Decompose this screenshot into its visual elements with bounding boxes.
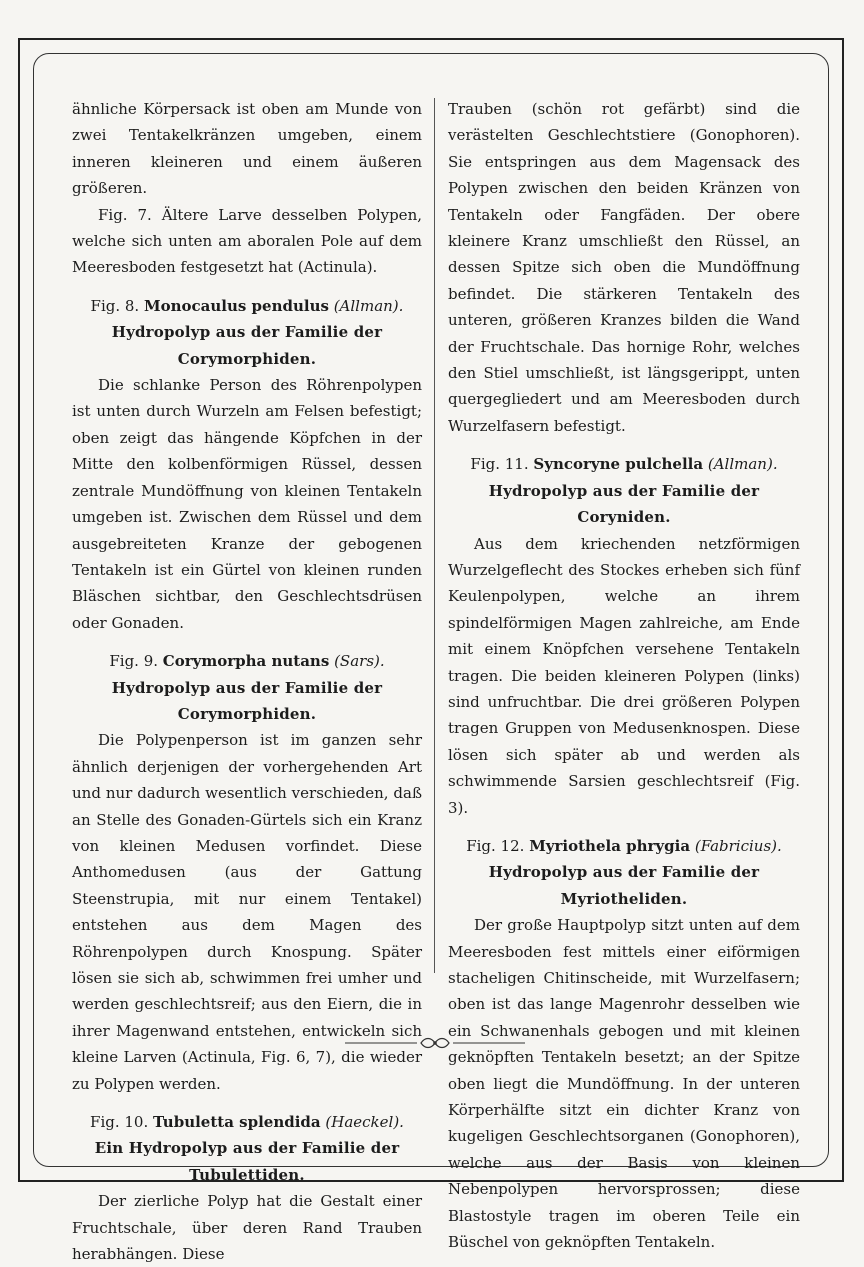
right-column	[448, 96, 800, 1255]
fig11-subtitle: Hydropolyp aus der Familie der Coryniden.	[488, 481, 760, 527]
fig9-species-name: Corymorpha nutans	[162, 652, 330, 671]
fig12-subtitle: Hydropolyp aus der Familie der Myriotheliden.	[488, 863, 760, 908]
fig9-label: Fig. 9.	[109, 652, 159, 671]
fig9-subtitle: Hydropolyp aus der Familie der Corymorphiden.	[111, 678, 383, 723]
left-column	[72, 96, 422, 1267]
fig12-author: (Fabricius).	[694, 836, 782, 855]
fig10-section	[72, 1109, 422, 1267]
fig8-label: Fig. 8.	[90, 296, 140, 315]
fig12-species-name: Myriothela phrygia	[529, 836, 691, 855]
column-divider	[434, 98, 435, 973]
fig8-title	[72, 293, 422, 319]
fig11-section	[448, 451, 800, 821]
fig10-species-name: Tubuletta splendida	[153, 1113, 321, 1132]
fig9-text: Die Polypenperson ist im ganzen sehr ähnlich derjenigen der vorhergehenden Art und nur dadurch wesentlich verschieden, daß an Stelle des Gonaden-Gürtels sich ein Kranz von kleinen Medusen vorfindet. Diese Anthomedusen (aus der Gattung Steenstrupia, mit nur einem Tentakel) entstehen aus dem Magen des Röhrenpolypen durch Knospung. Später lösen sie sich ab, schwimmen frei umher und werden geschlechtsreif; aus den Eiern, die in ihrer Magenwand entstehen, entwickeln sich kleine Larven (Actinula, Fig. 6, 7), die wieder zu Polypen werden.	[72, 731, 422, 1093]
fig8-species-name: Monocaulus pendulus	[143, 296, 329, 315]
fig10-label: Fig. 10.	[90, 1113, 149, 1132]
fig10-subtitle: Ein Hydropolyp aus der Familie der Tubulettiden.	[94, 1139, 400, 1184]
fig9-author: (Sars).	[334, 652, 385, 671]
fig12-title	[448, 833, 800, 859]
intro-paragraph: ähnliche Körpersack ist oben am Munde von zwei Tentakelkränzen umgeben, einem inneren kleineren und einem äußeren größeren.	[72, 100, 422, 198]
continued-paragraph: Trauben (schön rot gefärbt) sind die verästelten Geschlechtstiere (Gonophoren). Sie entspringen aus dem Magensack des Polypen zwischen den beiden Kränzen von Tentakeln oder Fangfäden. Der obere kleinere Kranz umschließt den Rüssel, an dessen Spitze sich oben die Mundöffnung befindet. Die stärkeren Tentakeln des unteren, größeren Kranzes bilden die Wand der Fruchtschale. Das hornige Rohr, welches den Stiel umschließt, ist längsgerippt, unten quergegliedert und am Meeresboden durch Wurzelfasern befestigt.	[448, 100, 800, 435]
fig10-title	[72, 1109, 422, 1135]
fig7-paragraph: Fig. 7. Ältere Larve desselben Polypen, welche sich unten am aboralen Pole auf dem Meeresboden festgesetzt hat (Actinula).	[72, 205, 422, 277]
fig8-subtitle: Hydropolyp aus der Familie der Corymorphiden.	[111, 323, 383, 368]
fig9-title	[72, 648, 422, 674]
fig11-author: (Allman).	[707, 455, 778, 474]
fig10-text: Der zierliche Polyp hat die Gestalt einer Fruchtschale, über deren Rand Trauben herabhängen. Diese	[72, 1192, 422, 1264]
fig12-label: Fig. 12.	[466, 836, 525, 855]
fig11-title	[448, 451, 800, 477]
end-ornament-icon	[345, 1033, 525, 1053]
fig11-text: Aus dem kriechenden netzförmigen Wurzelgeflecht des Stockes erheben sich fünf Keulenpolypen, welche an ihrem spindelförmigen Magen zahlreiche, am Ende mit einem Knöpfchen versehene Tentakeln tragen. Die beiden kleineren Polypen (links) sind unfruchtbar. Die drei größeren Polypen tragen Gruppen von Medusenknospen. Diese lösen sich später ab und werden als schwimmende Sarsien geschlechtsreif (Fig. 3).	[448, 534, 800, 817]
fig8-author: (Allman).	[333, 296, 404, 315]
fig12-text: Der große Hauptpolyp sitzt unten auf dem Meeresboden fest mittels einer eiförmigen stacheligen Chitinscheide, mit Wurzelfasern; oben ist das lange Magenrohr desselben wie ein Schwanenhals gebogen und mit kleinen geknöpften Tentakeln besetzt; an der Spitze oben liegt die Mundöffnung. In der unteren Körperhälfte sitzt ein dichter Kranz von kugeligen Geschlechtsorganen (Gonophoren), welche aus der Basis von kleinen Nebenpolypen hervorsprossen; diese Blastostyle tragen im oberen Teile ein Büschel von geknöpften Tentakeln.	[448, 916, 800, 1252]
fig11-species-name: Syncoryne pulchella	[533, 455, 704, 474]
fig9-section	[72, 648, 422, 1097]
fig11-label: Fig. 11.	[470, 455, 529, 474]
fig10-author: (Haeckel).	[325, 1113, 404, 1132]
fig8-text: Die schlanke Person des Röhrenpolypen ist unten durch Wurzeln am Felsen befestigt; oben zeigt das hängende Köpfchen in der Mitte den kolbenförmigen Rüssel, dessen zentrale Mundöffnung von kleinen Tentakeln umgeben ist. Zwischen dem Rüssel und dem ausgebreiteten Kranze der gebogenen Tentakeln ist ein Gürtel von kleinen runden Bläschen sichtbar, den Geschlechtsdrüsen oder Gonaden.	[72, 376, 422, 632]
fig8-section	[72, 293, 422, 636]
